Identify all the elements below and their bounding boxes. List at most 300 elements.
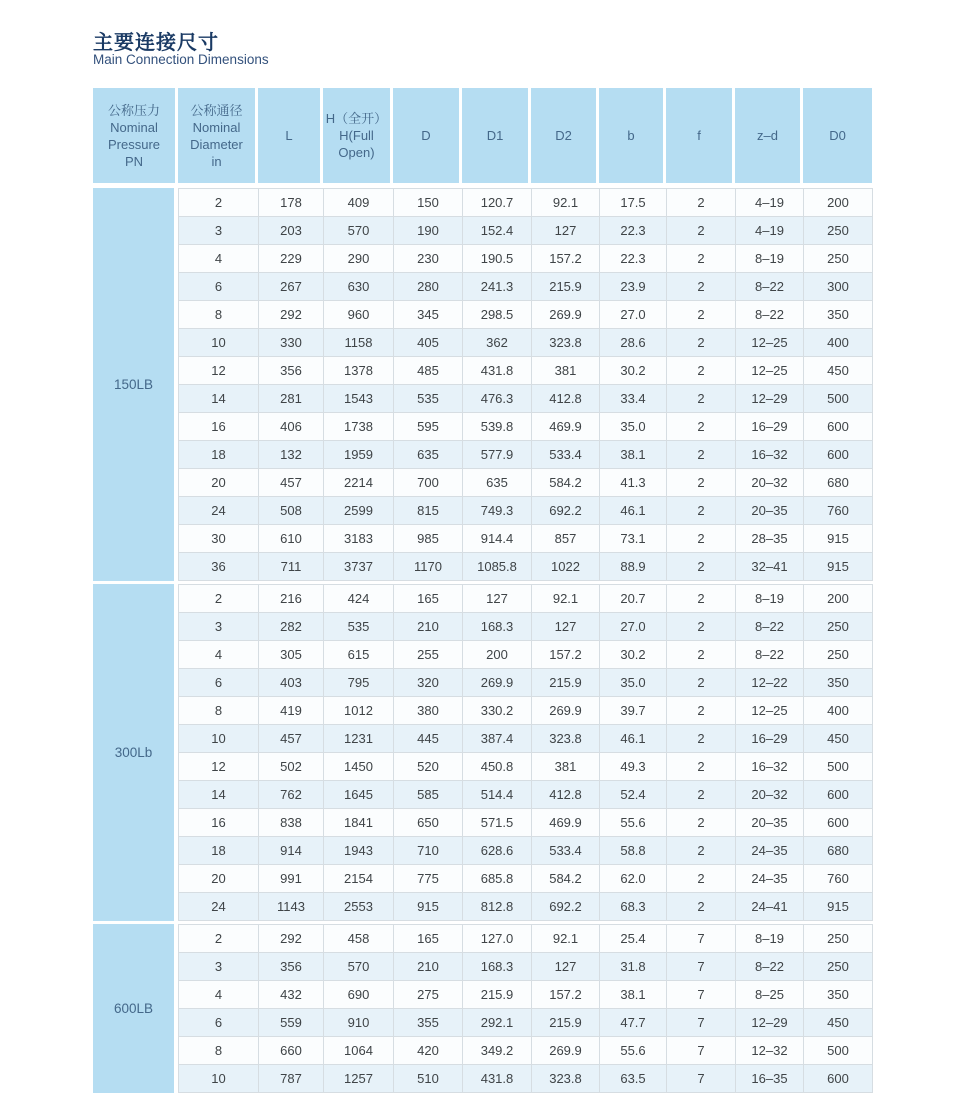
cell-d: 255 xyxy=(394,641,463,669)
cell-d1: 539.8 xyxy=(463,413,532,441)
cell-h: 1943 xyxy=(324,837,394,865)
cell-dn: 2 xyxy=(179,189,259,217)
cell-d: 595 xyxy=(394,413,463,441)
cell-h: 1158 xyxy=(324,329,394,357)
header-cell-d1 xyxy=(462,88,531,183)
table-row xyxy=(179,553,873,581)
header-cell-dn xyxy=(178,88,258,183)
cell-f: 2 xyxy=(667,893,736,921)
cell-zd: 8–19 xyxy=(736,925,804,953)
section-rows xyxy=(178,584,873,921)
table-row xyxy=(179,753,873,781)
header-cell-f xyxy=(666,88,735,183)
cell-d0: 250 xyxy=(804,953,873,981)
cell-b: 22.3 xyxy=(600,217,667,245)
cell-b: 55.6 xyxy=(600,809,667,837)
cell-l: 267 xyxy=(259,273,324,301)
cell-d: 210 xyxy=(394,953,463,981)
cell-zd: 8–22 xyxy=(736,613,804,641)
cell-d: 1170 xyxy=(394,553,463,581)
cell-l: 559 xyxy=(259,1009,324,1037)
cell-d0: 200 xyxy=(804,585,873,613)
table-row xyxy=(179,1065,873,1093)
cell-d1: 571.5 xyxy=(463,809,532,837)
cell-d: 520 xyxy=(394,753,463,781)
cell-d: 710 xyxy=(394,837,463,865)
table-row xyxy=(179,413,873,441)
cell-d2: 323.8 xyxy=(532,329,600,357)
cell-d: 700 xyxy=(394,469,463,497)
cell-l: 457 xyxy=(259,469,324,497)
cell-b: 25.4 xyxy=(600,925,667,953)
table-row xyxy=(179,245,873,273)
cell-d1: 168.3 xyxy=(463,613,532,641)
cell-d1: 190.5 xyxy=(463,245,532,273)
table-row xyxy=(179,469,873,497)
table-row xyxy=(179,189,873,217)
cell-h: 2553 xyxy=(324,893,394,921)
cell-dn: 16 xyxy=(179,413,259,441)
cell-f: 2 xyxy=(667,809,736,837)
header-line: Nominal xyxy=(110,119,158,135)
cell-b: 52.4 xyxy=(600,781,667,809)
cell-dn: 6 xyxy=(179,1009,259,1037)
cell-zd: 8–22 xyxy=(736,953,804,981)
cell-zd: 16–32 xyxy=(736,753,804,781)
cell-zd: 8–22 xyxy=(736,301,804,329)
cell-l: 610 xyxy=(259,525,324,553)
cell-dn: 36 xyxy=(179,553,259,581)
header-line: L xyxy=(285,128,293,143)
cell-d1: 127 xyxy=(463,585,532,613)
cell-d: 380 xyxy=(394,697,463,725)
table-row xyxy=(179,809,873,837)
pressure-section xyxy=(93,924,872,1093)
cell-zd: 20–35 xyxy=(736,497,804,525)
cell-zd: 8–22 xyxy=(736,641,804,669)
cell-b: 27.0 xyxy=(600,613,667,641)
header-cell-d2 xyxy=(531,88,599,183)
cell-dn: 12 xyxy=(179,357,259,385)
cell-h: 630 xyxy=(324,273,394,301)
cell-f: 2 xyxy=(667,497,736,525)
cell-b: 46.1 xyxy=(600,725,667,753)
cell-l: 914 xyxy=(259,837,324,865)
cell-f: 2 xyxy=(667,385,736,413)
cell-b: 63.5 xyxy=(600,1065,667,1093)
table-row xyxy=(179,301,873,329)
table-row xyxy=(179,1037,873,1065)
cell-d2: 584.2 xyxy=(532,469,600,497)
cell-f: 7 xyxy=(667,1037,736,1065)
cell-d: 915 xyxy=(394,893,463,921)
cell-d1: 431.8 xyxy=(463,357,532,385)
cell-f: 2 xyxy=(667,273,736,301)
cell-l: 356 xyxy=(259,953,324,981)
cell-d2: 692.2 xyxy=(532,497,600,525)
cell-h: 3737 xyxy=(324,553,394,581)
cell-l: 1143 xyxy=(259,893,324,921)
cell-dn: 4 xyxy=(179,245,259,273)
cell-d1: 298.5 xyxy=(463,301,532,329)
cell-d2: 269.9 xyxy=(532,697,600,725)
cell-d1: 476.3 xyxy=(463,385,532,413)
cell-f: 7 xyxy=(667,1009,736,1037)
cell-l: 292 xyxy=(259,301,324,329)
table-row xyxy=(179,697,873,725)
table-row xyxy=(179,641,873,669)
cell-d: 320 xyxy=(394,669,463,697)
cell-h: 1064 xyxy=(324,1037,394,1065)
table-row xyxy=(179,613,873,641)
cell-b: 58.8 xyxy=(600,837,667,865)
cell-d1: 514.4 xyxy=(463,781,532,809)
cell-dn: 12 xyxy=(179,753,259,781)
table-row xyxy=(179,925,873,953)
cell-h: 424 xyxy=(324,585,394,613)
cell-dn: 6 xyxy=(179,273,259,301)
cell-l: 787 xyxy=(259,1065,324,1093)
cell-d0: 680 xyxy=(804,469,873,497)
cell-d: 420 xyxy=(394,1037,463,1065)
header-line: f xyxy=(697,128,701,143)
cell-zd: 16–29 xyxy=(736,725,804,753)
cell-d0: 600 xyxy=(804,441,873,469)
cell-d2: 157.2 xyxy=(532,245,600,273)
cell-b: 39.7 xyxy=(600,697,667,725)
header-line: H（全开） xyxy=(325,111,388,126)
cell-d0: 600 xyxy=(804,1065,873,1093)
cell-f: 2 xyxy=(667,697,736,725)
cell-b: 27.0 xyxy=(600,301,667,329)
cell-d0: 600 xyxy=(804,413,873,441)
cell-d1: 812.8 xyxy=(463,893,532,921)
cell-h: 570 xyxy=(324,217,394,245)
cell-d0: 600 xyxy=(804,809,873,837)
header-cell-h xyxy=(323,88,393,183)
table-row xyxy=(179,441,873,469)
table-row xyxy=(179,217,873,245)
header-cell-zd xyxy=(735,88,803,183)
section-rows xyxy=(178,188,873,581)
cell-b: 28.6 xyxy=(600,329,667,357)
cell-f: 2 xyxy=(667,613,736,641)
cell-d: 815 xyxy=(394,497,463,525)
cell-dn: 16 xyxy=(179,809,259,837)
cell-f: 2 xyxy=(667,725,736,753)
cell-dn: 20 xyxy=(179,865,259,893)
header-line: D1 xyxy=(486,128,504,143)
cell-l: 406 xyxy=(259,413,324,441)
cell-l: 305 xyxy=(259,641,324,669)
cell-d0: 915 xyxy=(804,553,873,581)
cell-d: 445 xyxy=(394,725,463,753)
cell-d2: 127 xyxy=(532,613,600,641)
table-row xyxy=(179,865,873,893)
cell-b: 41.3 xyxy=(600,469,667,497)
cell-l: 132 xyxy=(259,441,324,469)
page-subtitle: Main Connection Dimensions xyxy=(93,52,269,67)
cell-d0: 350 xyxy=(804,301,873,329)
cell-d2: 215.9 xyxy=(532,1009,600,1037)
cell-d1: 241.3 xyxy=(463,273,532,301)
header-line: 公称压力 xyxy=(107,102,160,118)
cell-b: 38.1 xyxy=(600,981,667,1009)
cell-h: 2154 xyxy=(324,865,394,893)
header-line: D0 xyxy=(829,128,846,143)
cell-l: 216 xyxy=(259,585,324,613)
cell-h: 290 xyxy=(324,245,394,273)
table-row xyxy=(179,273,873,301)
table-row xyxy=(179,893,873,921)
cell-d: 985 xyxy=(394,525,463,553)
cell-d0: 350 xyxy=(804,669,873,697)
header-line: in xyxy=(211,153,222,169)
cell-d2: 92.1 xyxy=(532,189,600,217)
cell-l: 991 xyxy=(259,865,324,893)
cell-zd: 12–22 xyxy=(736,669,804,697)
cell-d1: 628.6 xyxy=(463,837,532,865)
cell-l: 502 xyxy=(259,753,324,781)
table-row xyxy=(179,525,873,553)
cell-b: 88.9 xyxy=(600,553,667,581)
cell-d2: 323.8 xyxy=(532,1065,600,1093)
cell-h: 1450 xyxy=(324,753,394,781)
cell-b: 62.0 xyxy=(600,865,667,893)
cell-zd: 28–35 xyxy=(736,525,804,553)
cell-l: 282 xyxy=(259,613,324,641)
cell-d0: 500 xyxy=(804,1037,873,1065)
cell-d: 275 xyxy=(394,981,463,1009)
cell-d: 535 xyxy=(394,385,463,413)
cell-zd: 8–19 xyxy=(736,585,804,613)
cell-f: 2 xyxy=(667,245,736,273)
cell-d0: 915 xyxy=(804,525,873,553)
cell-f: 2 xyxy=(667,469,736,497)
table-row xyxy=(179,497,873,525)
cell-zd: 16–35 xyxy=(736,1065,804,1093)
cell-dn: 2 xyxy=(179,925,259,953)
cell-l: 711 xyxy=(259,553,324,581)
cell-dn: 14 xyxy=(179,781,259,809)
cell-dn: 8 xyxy=(179,1037,259,1065)
cell-f: 2 xyxy=(667,837,736,865)
cell-b: 35.0 xyxy=(600,413,667,441)
cell-d2: 215.9 xyxy=(532,273,600,301)
cell-l: 229 xyxy=(259,245,324,273)
cell-h: 1738 xyxy=(324,413,394,441)
cell-d1: 127.0 xyxy=(463,925,532,953)
cell-d0: 500 xyxy=(804,385,873,413)
cell-h: 690 xyxy=(324,981,394,1009)
cell-d2: 584.2 xyxy=(532,865,600,893)
cell-zd: 12–29 xyxy=(736,1009,804,1037)
cell-d2: 323.8 xyxy=(532,725,600,753)
cell-f: 2 xyxy=(667,189,736,217)
cell-h: 409 xyxy=(324,189,394,217)
cell-dn: 14 xyxy=(179,385,259,413)
cell-h: 615 xyxy=(324,641,394,669)
cell-dn: 4 xyxy=(179,981,259,1009)
cell-h: 1012 xyxy=(324,697,394,725)
cell-dn: 3 xyxy=(179,613,259,641)
cell-d2: 692.2 xyxy=(532,893,600,921)
cell-d: 485 xyxy=(394,357,463,385)
header-line: 公称通径 xyxy=(190,102,243,118)
cell-d2: 127 xyxy=(532,953,600,981)
cell-h: 3183 xyxy=(324,525,394,553)
cell-b: 33.4 xyxy=(600,385,667,413)
cell-dn: 8 xyxy=(179,697,259,725)
cell-d0: 200 xyxy=(804,189,873,217)
pressure-section xyxy=(93,584,872,921)
cell-zd: 4–19 xyxy=(736,189,804,217)
cell-d2: 381 xyxy=(532,357,600,385)
header-line: D xyxy=(421,128,431,143)
cell-d2: 412.8 xyxy=(532,781,600,809)
section-rows xyxy=(178,924,873,1093)
cell-f: 2 xyxy=(667,525,736,553)
header-line: b xyxy=(627,128,635,143)
cell-dn: 20 xyxy=(179,469,259,497)
cell-d2: 157.2 xyxy=(532,641,600,669)
cell-d1: 431.8 xyxy=(463,1065,532,1093)
cell-zd: 12–29 xyxy=(736,385,804,413)
cell-l: 203 xyxy=(259,217,324,245)
cell-b: 73.1 xyxy=(600,525,667,553)
cell-h: 960 xyxy=(324,301,394,329)
cell-h: 2599 xyxy=(324,497,394,525)
cell-b: 30.2 xyxy=(600,641,667,669)
cell-zd: 12–25 xyxy=(736,357,804,385)
cell-d: 345 xyxy=(394,301,463,329)
cell-f: 2 xyxy=(667,585,736,613)
header-cell-l xyxy=(258,88,323,183)
cell-d: 775 xyxy=(394,865,463,893)
cell-l: 403 xyxy=(259,669,324,697)
cell-d1: 330.2 xyxy=(463,697,532,725)
cell-dn: 10 xyxy=(179,329,259,357)
cell-l: 356 xyxy=(259,357,324,385)
header-cell-pn xyxy=(93,88,178,183)
cell-d2: 215.9 xyxy=(532,669,600,697)
cell-f: 2 xyxy=(667,441,736,469)
cell-h: 795 xyxy=(324,669,394,697)
cell-d: 190 xyxy=(394,217,463,245)
table-row xyxy=(179,781,873,809)
cell-d: 230 xyxy=(394,245,463,273)
cell-d2: 157.2 xyxy=(532,981,600,1009)
cell-zd: 8–22 xyxy=(736,273,804,301)
dimensions-table xyxy=(93,88,872,1093)
cell-l: 838 xyxy=(259,809,324,837)
cell-dn: 18 xyxy=(179,441,259,469)
cell-d2: 92.1 xyxy=(532,925,600,953)
cell-dn: 6 xyxy=(179,669,259,697)
cell-d2: 381 xyxy=(532,753,600,781)
table-row xyxy=(179,585,873,613)
cell-d0: 450 xyxy=(804,357,873,385)
cell-d1: 577.9 xyxy=(463,441,532,469)
cell-zd: 24–35 xyxy=(736,865,804,893)
cell-d1: 269.9 xyxy=(463,669,532,697)
cell-d2: 469.9 xyxy=(532,809,600,837)
cell-zd: 12–25 xyxy=(736,697,804,725)
cell-zd: 12–25 xyxy=(736,329,804,357)
cell-d0: 250 xyxy=(804,217,873,245)
cell-d1: 635 xyxy=(463,469,532,497)
cell-f: 2 xyxy=(667,669,736,697)
cell-l: 419 xyxy=(259,697,324,725)
cell-f: 2 xyxy=(667,641,736,669)
header-line: Pressure xyxy=(107,136,161,152)
cell-l: 292 xyxy=(259,925,324,953)
header-cell-b xyxy=(599,88,666,183)
cell-dn: 24 xyxy=(179,893,259,921)
cell-b: 55.6 xyxy=(600,1037,667,1065)
cell-f: 2 xyxy=(667,753,736,781)
cell-l: 330 xyxy=(259,329,324,357)
header-line: H(Full Open) xyxy=(338,128,375,160)
header-line: D2 xyxy=(555,128,572,143)
cell-zd: 24–35 xyxy=(736,837,804,865)
cell-b: 22.3 xyxy=(600,245,667,273)
cell-zd: 20–35 xyxy=(736,809,804,837)
cell-d0: 400 xyxy=(804,329,873,357)
cell-d: 405 xyxy=(394,329,463,357)
cell-h: 2214 xyxy=(324,469,394,497)
cell-d2: 92.1 xyxy=(532,585,600,613)
cell-d2: 269.9 xyxy=(532,301,600,329)
cell-d0: 450 xyxy=(804,1009,873,1037)
page-title: 主要连接尺寸 xyxy=(93,32,219,54)
cell-h: 1645 xyxy=(324,781,394,809)
cell-d0: 250 xyxy=(804,245,873,273)
cell-b: 35.0 xyxy=(600,669,667,697)
cell-b: 30.2 xyxy=(600,357,667,385)
cell-l: 508 xyxy=(259,497,324,525)
table-row xyxy=(179,837,873,865)
cell-d2: 533.4 xyxy=(532,837,600,865)
cell-b: 38.1 xyxy=(600,441,667,469)
table-row xyxy=(179,1009,873,1037)
cell-h: 1543 xyxy=(324,385,394,413)
cell-zd: 32–41 xyxy=(736,553,804,581)
table-row xyxy=(179,329,873,357)
cell-d1: 152.4 xyxy=(463,217,532,245)
cell-dn: 3 xyxy=(179,953,259,981)
cell-d2: 412.8 xyxy=(532,385,600,413)
cell-d0: 680 xyxy=(804,837,873,865)
cell-zd: 4–19 xyxy=(736,217,804,245)
cell-l: 762 xyxy=(259,781,324,809)
cell-h: 1231 xyxy=(324,725,394,753)
header-line: z–d xyxy=(757,128,778,143)
cell-dn: 18 xyxy=(179,837,259,865)
cell-d1: 120.7 xyxy=(463,189,532,217)
cell-d0: 760 xyxy=(804,865,873,893)
cell-d0: 915 xyxy=(804,893,873,921)
cell-zd: 20–32 xyxy=(736,781,804,809)
cell-d0: 500 xyxy=(804,753,873,781)
table-row xyxy=(179,669,873,697)
cell-d: 210 xyxy=(394,613,463,641)
cell-dn: 2 xyxy=(179,585,259,613)
cell-dn: 10 xyxy=(179,1065,259,1093)
table-row xyxy=(179,725,873,753)
cell-zd: 16–32 xyxy=(736,441,804,469)
cell-dn: 3 xyxy=(179,217,259,245)
